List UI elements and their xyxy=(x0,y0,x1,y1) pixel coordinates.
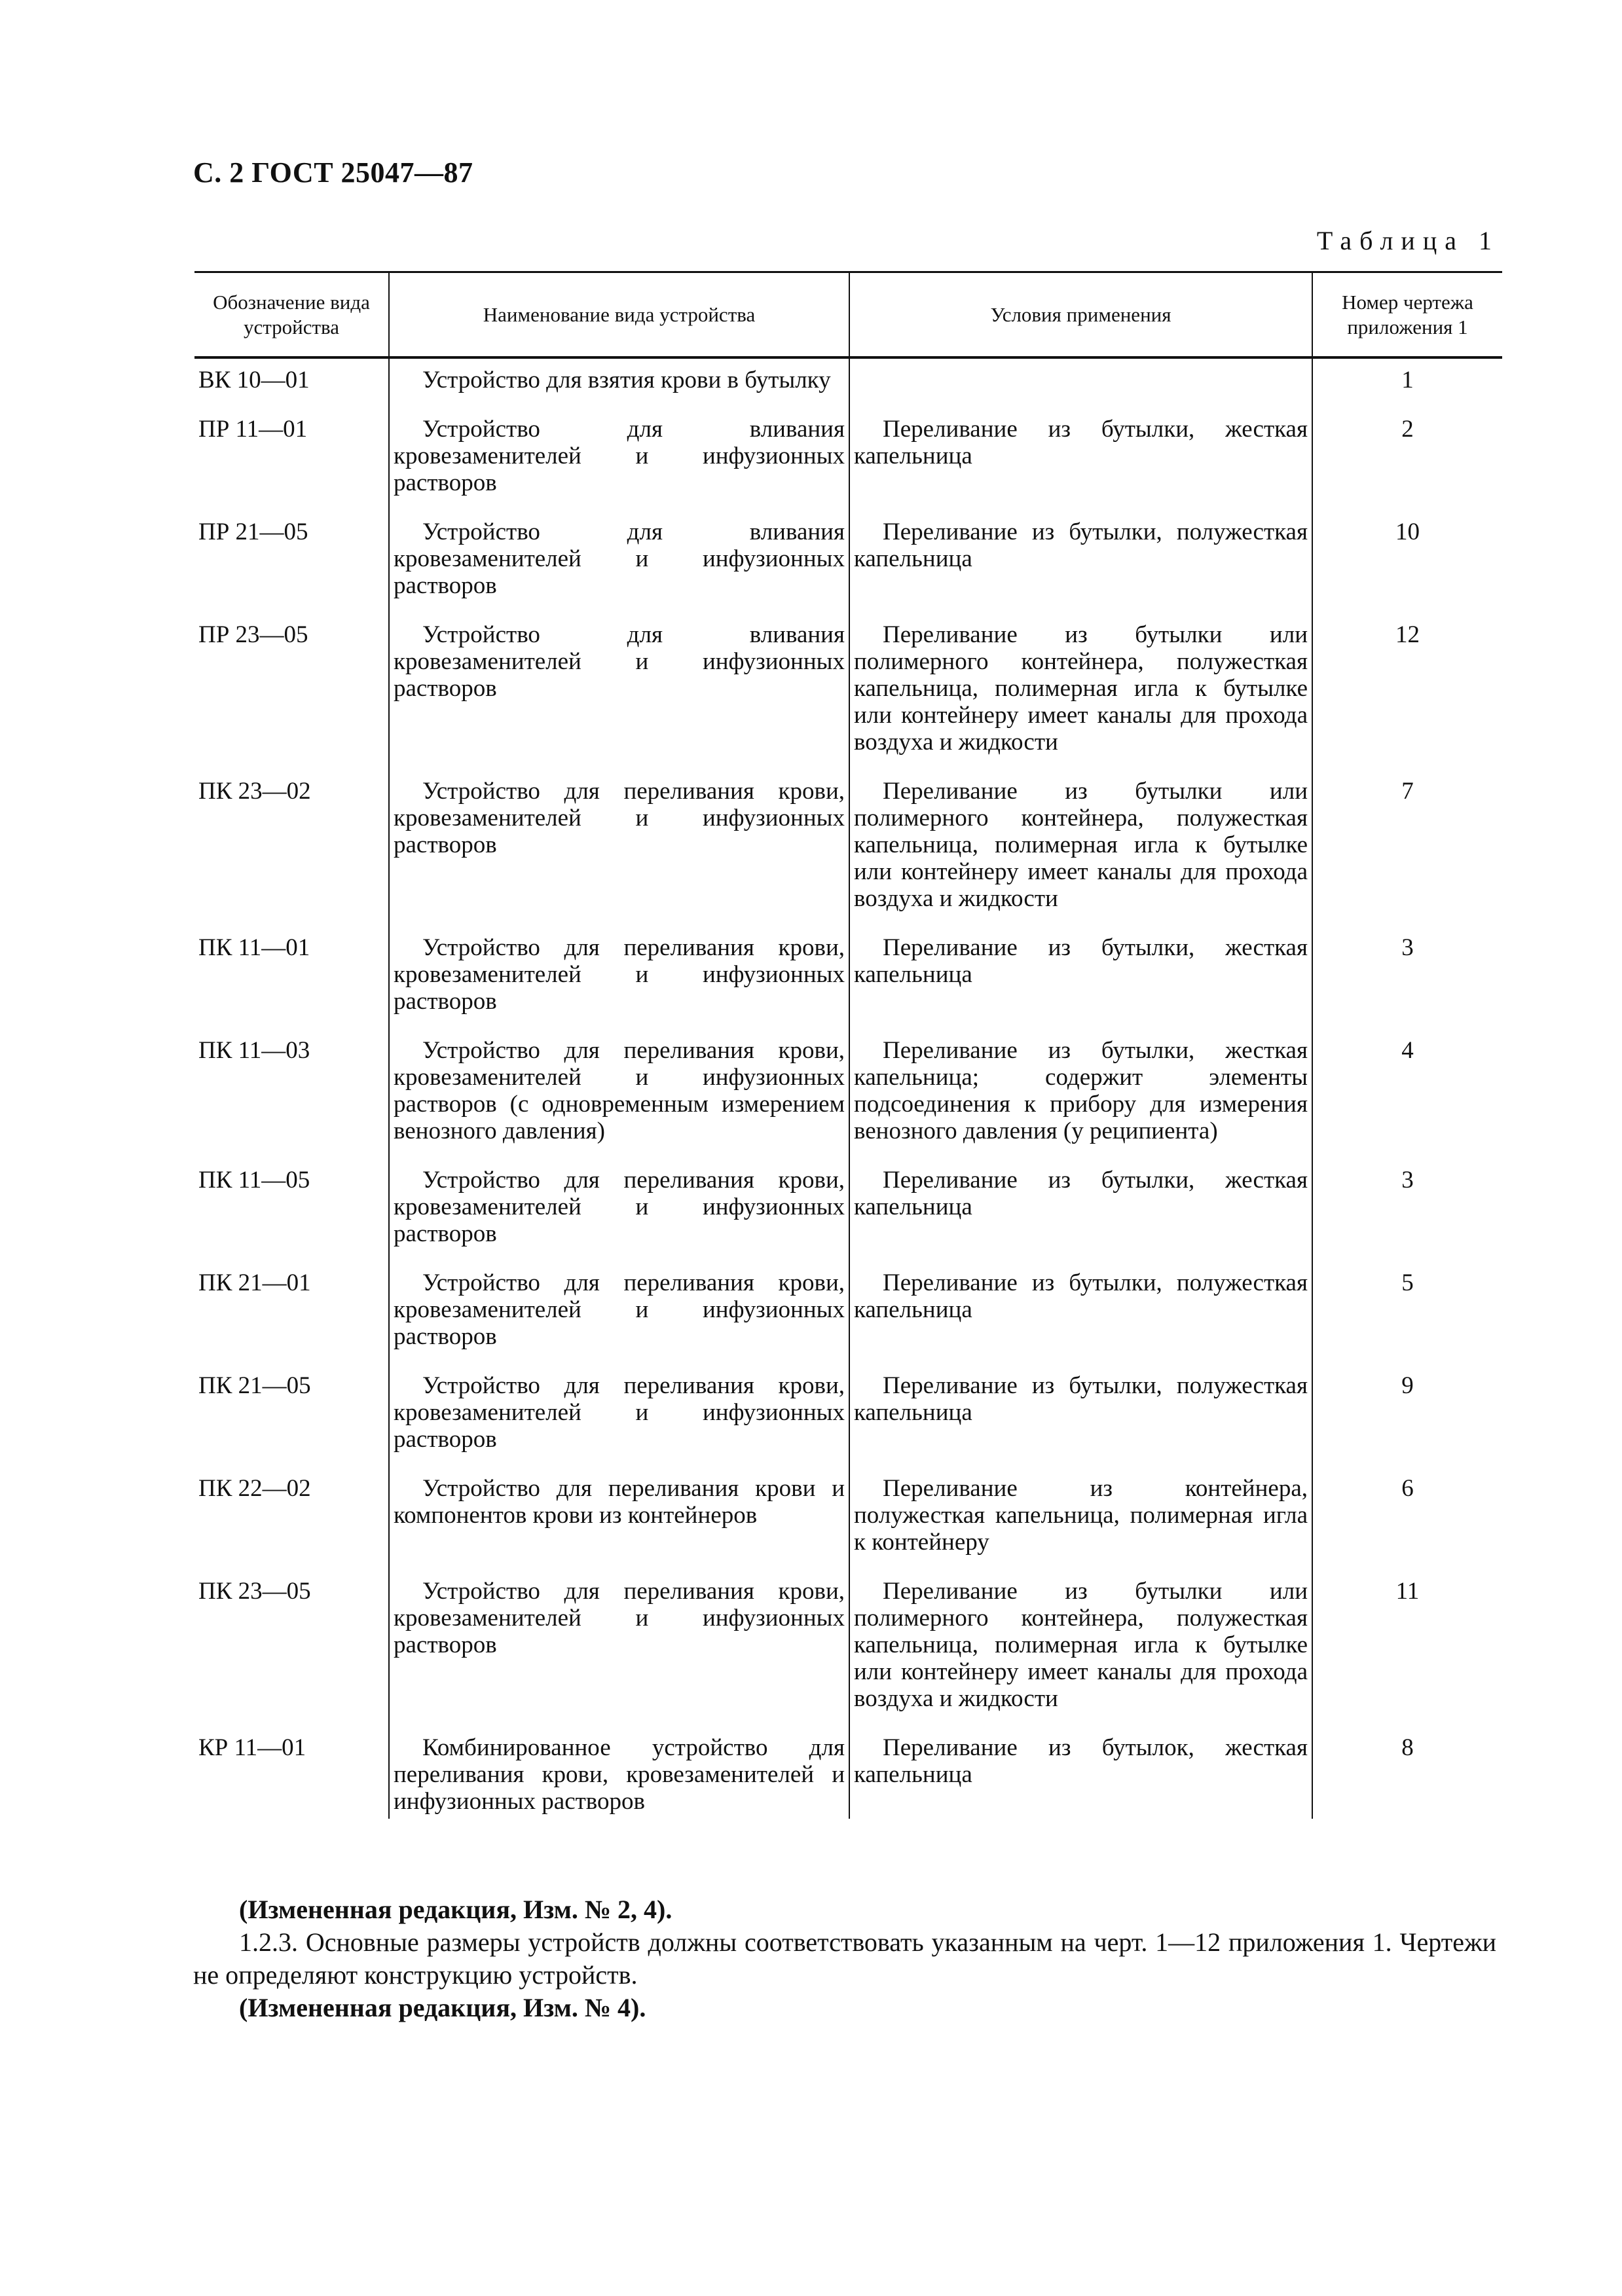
device-name: Устройство для вливания кровезаменителей и инфузионных растворов xyxy=(389,621,849,778)
drawing-number: 4 xyxy=(1312,1037,1502,1167)
notes-section xyxy=(193,1893,1496,2024)
device-conditions: Переливание из бутылки или полимерного контейнера, полужесткая капельница, полимерная игла к бутылке или контейнеру имеет каналы для прохода воздуха и жидкости xyxy=(849,621,1312,778)
device-code: ПК 22—02 xyxy=(198,1475,311,1502)
drawing-number: 2 xyxy=(1312,416,1502,519)
device-types-table xyxy=(194,271,1502,1819)
drawing-number: 3 xyxy=(1312,1167,1502,1269)
table-row xyxy=(194,1475,1502,1578)
drawing-number: 12 xyxy=(1312,621,1502,778)
header-drawing-number: Номер чертежа приложения 1 xyxy=(1312,272,1502,358)
drawing-number: 7 xyxy=(1312,778,1502,934)
device-conditions: Переливание из бутылки, жесткая капельница xyxy=(849,416,1312,519)
drawing-number: 10 xyxy=(1312,519,1502,621)
device-code: ПР 11—01 xyxy=(198,416,308,443)
header-conditions: Условия применения xyxy=(849,272,1312,358)
device-code: КР 11—01 xyxy=(198,1734,306,1761)
drawing-number: 3 xyxy=(1312,934,1502,1037)
drawing-number: 5 xyxy=(1312,1269,1502,1372)
device-conditions: Переливание из бутылки, полужесткая капельница xyxy=(849,1269,1312,1372)
device-name: Устройство для переливания крови, кровезаменителей и инфузионных растворов xyxy=(389,1372,849,1475)
table-row xyxy=(194,1167,1502,1269)
device-name: Устройство для переливания крови, кровезаменителей и инфузионных растворов xyxy=(389,778,849,934)
device-code: ПК 11—01 xyxy=(198,934,310,961)
device-name: Устройство для взятия крови в бутылку xyxy=(389,357,849,416)
device-code: ПК 21—01 xyxy=(198,1269,311,1296)
table-row xyxy=(194,1269,1502,1372)
table-caption: Таблица 1 xyxy=(1316,226,1500,255)
table-row xyxy=(194,416,1502,519)
drawing-number: 8 xyxy=(1312,1734,1502,1819)
device-code: ПР 21—05 xyxy=(198,519,308,545)
table-row xyxy=(194,1372,1502,1475)
device-conditions xyxy=(849,357,1312,416)
device-name: Устройство для вливания кровезаменителей и инфузионных растворов xyxy=(389,416,849,519)
drawing-number: 9 xyxy=(1312,1372,1502,1475)
device-conditions: Переливание из бутылки, полужесткая капельница xyxy=(849,519,1312,621)
device-conditions: Переливание из бутылки, полужесткая капельница xyxy=(849,1372,1312,1475)
device-name: Устройство для переливания крови, кровезаменителей и инфузионных растворов xyxy=(389,1578,849,1734)
table-row xyxy=(194,778,1502,934)
device-conditions: Переливание из бутылки или полимерного контейнера, полужесткая капельница, полимерная игла к бутылке или контейнеру имеет каналы для прохода воздуха и жидкости xyxy=(849,1578,1312,1734)
table-row xyxy=(194,1037,1502,1167)
page-header: С. 2 ГОСТ 25047—87 xyxy=(193,156,473,189)
device-name: Устройство для переливания крови, кровезаменителей и инфузионных растворов xyxy=(389,934,849,1037)
device-code: ВК 10—01 xyxy=(198,367,310,393)
device-name: Устройство для переливания крови, кровезаменителей и инфузионных растворов xyxy=(389,1167,849,1269)
device-name: Устройство для вливания кровезаменителей и инфузионных растворов xyxy=(389,519,849,621)
table-row xyxy=(194,1578,1502,1734)
table-header-row xyxy=(194,272,1502,358)
device-name: Комбинированное устройство для переливания крови, кровезаменителей и инфузионных растворов xyxy=(389,1734,849,1819)
table-row xyxy=(194,934,1502,1037)
device-code: ПК 23—05 xyxy=(198,1578,311,1605)
header-device-name: Наименование вида устройства xyxy=(389,272,849,358)
device-conditions: Переливание из бутылок, жесткая капельница xyxy=(849,1734,1312,1819)
paragraph-1-2-3: 1.2.3. Основные размеры устройств должны соответствовать указанным на черт. 1—12 приложения 1. Чертежи не определяют конструкцию устройств. xyxy=(193,1927,1496,1990)
table-row xyxy=(194,519,1502,621)
device-conditions: Переливание из бутылки, жесткая капельница; содержит элементы подсоединения к прибору для измерения венозного давления (у реципиента) xyxy=(849,1037,1312,1167)
device-conditions: Переливание из бутылки, жесткая капельница xyxy=(849,1167,1312,1269)
device-conditions: Переливание из контейнера, полужесткая капельница, полимерная игла к контейнеру xyxy=(849,1475,1312,1578)
edition-note: (Измененная редакция, Изм. № 4). xyxy=(239,1993,646,2022)
header-designation: Обозначение вида устройства xyxy=(194,272,389,358)
device-code: ПК 23—02 xyxy=(198,778,311,805)
device-name: Устройство для переливания крови и компонентов крови из контейнеров xyxy=(389,1475,849,1578)
device-conditions: Переливание из бутылки, жесткая капельница xyxy=(849,934,1312,1037)
drawing-number: 6 xyxy=(1312,1475,1502,1578)
device-conditions: Переливание из бутылки или полимерного контейнера, полужесткая капельница, полимерная игла к бутылке или контейнеру имеет каналы для прохода воздуха и жидкости xyxy=(849,778,1312,934)
device-code: ПК 21—05 xyxy=(198,1372,311,1399)
drawing-number: 1 xyxy=(1312,357,1502,416)
device-code: ПК 11—03 xyxy=(198,1037,310,1064)
table-row xyxy=(194,357,1502,416)
device-name: Устройство для переливания крови, кровезаменителей и инфузионных растворов xyxy=(389,1269,849,1372)
table-row xyxy=(194,1734,1502,1819)
table-row xyxy=(194,621,1502,778)
edition-note: (Измененная редакция, Изм. № 2, 4). xyxy=(239,1895,673,1924)
drawing-number: 11 xyxy=(1312,1578,1502,1734)
device-code: ПК 11—05 xyxy=(198,1167,310,1194)
device-code: ПР 23—05 xyxy=(198,621,308,648)
device-name: Устройство для переливания крови, кровезаменителей и инфузионных растворов (с одновременным измерением венозного давления) xyxy=(389,1037,849,1167)
